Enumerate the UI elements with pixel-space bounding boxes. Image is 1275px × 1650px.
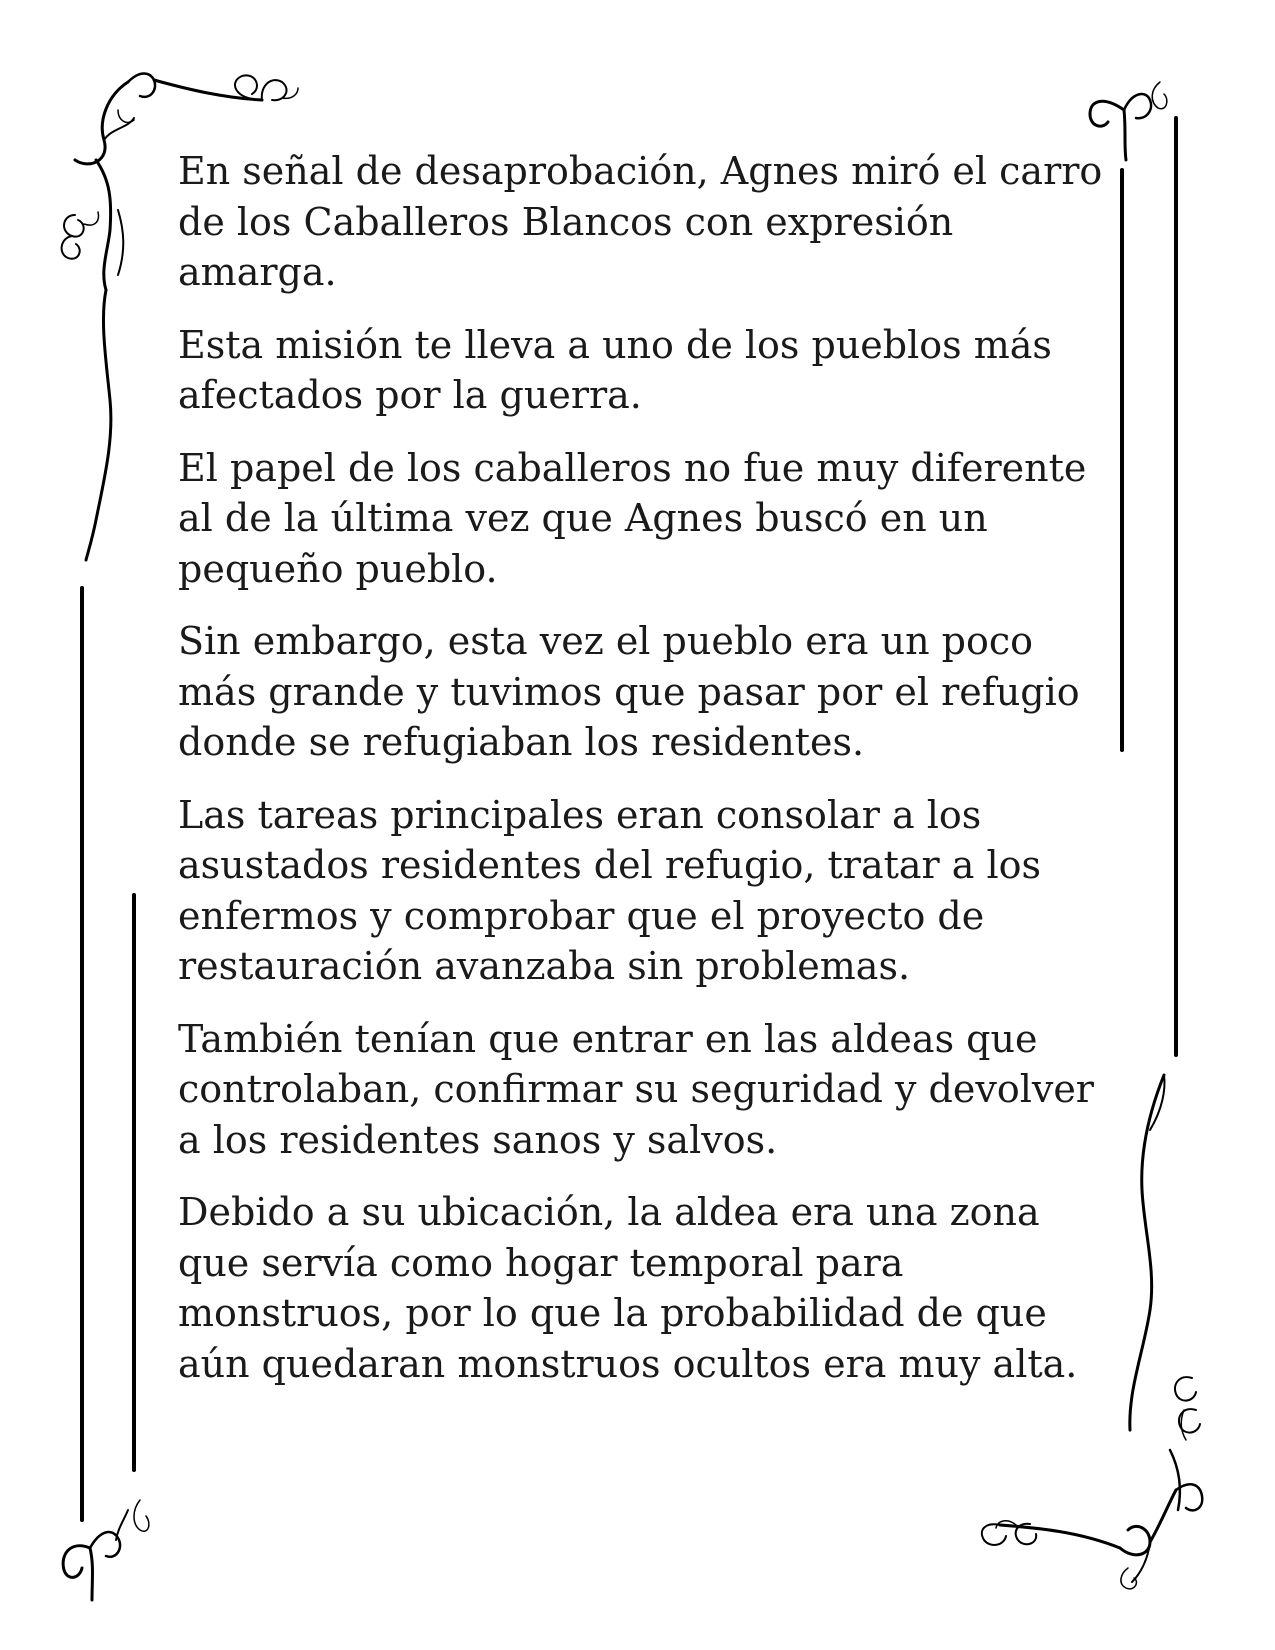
paragraph-6: También tenían que entrar en las aldeas que controlaban, confirmar su seguridad y devolver a los residentes sanos y salvos. (178, 1016, 1094, 1162)
paragraph-1: En señal de desaprobación, Agnes miró el carro de los Caballeros Blancos con expresión amarga. (178, 149, 1103, 294)
paragraph-4: Sin embargo, esta vez el pueblo era un poco más grande y tuvimos que pasar por el refugio donde se refugiaban los residentes. (178, 619, 1080, 764)
bottom-right-flourish (982, 1484, 1202, 1589)
paragraph-7: Debido a su ubicación, la aldea era una zona que servía como hogar temporal para monstruos, por lo que la probabilidad de que aún quedaran monstruos ocultos era muy alta. (178, 1190, 1078, 1386)
paragraph-2: Esta misión te lleva a uno de los pueblos más afectados por la guerra. (178, 322, 1052, 417)
paragraph-5: Las tareas principales eran consolar a los asustados residentes del refugio, tratar a los enfermos y comprobar que el proyecto de restauración avanzaba sin problemas. (178, 792, 1042, 988)
paragraph-3: El papel de los caballeros no fue muy diferente al de la última vez que Agnes buscó en un pequeño pueblo. (178, 445, 1087, 591)
bottom-left-flourish (63, 1500, 149, 1600)
body-text (178, 146, 1108, 1411)
right-lower-flourish (1130, 1075, 1200, 1510)
